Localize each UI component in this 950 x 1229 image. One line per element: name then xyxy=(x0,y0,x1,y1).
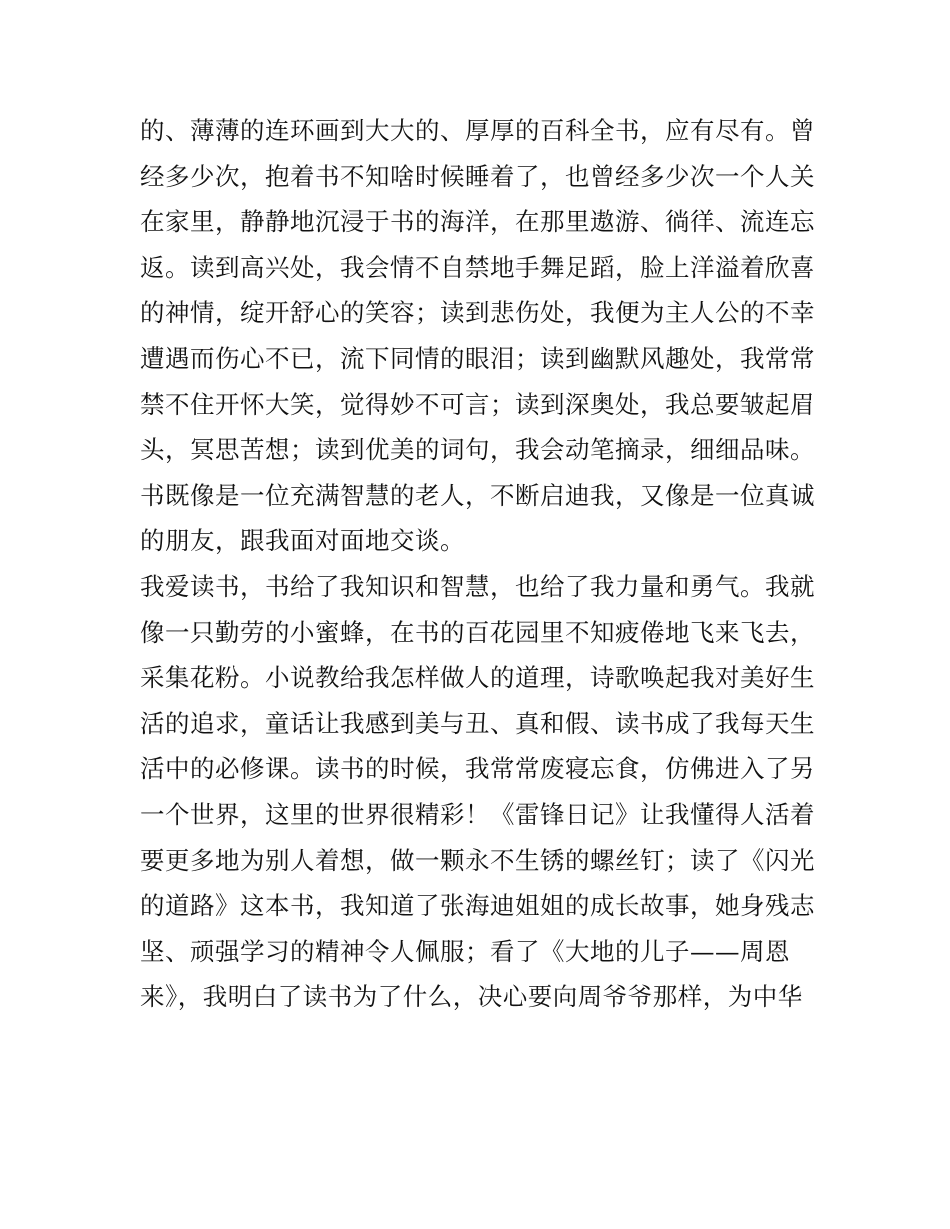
text-line-14: 活的追求，童话让我感到美与丑、真和假、读书成了我每天生 xyxy=(140,708,815,738)
text-line-11: 我爱读书，书给了我知识和智慧，也给了我力量和勇气。我就 xyxy=(140,571,815,601)
text-line-6: 遭遇而伤心不已，流下同情的眼泪；读到幽默风趣处，我常常 xyxy=(140,343,815,373)
text-line-15: 活中的必修课。读书的时候，我常常废寝忘食，仿佛进入了另 xyxy=(140,754,815,784)
text-line-7: 禁不住开怀大笑，觉得妙不可言；读到深奥处，我总要皱起眉 xyxy=(140,389,815,419)
text-line-2: 经多少次，抱着书不知啥时候睡着了，也曾经多少次一个人关 xyxy=(140,161,815,191)
text-line-9: 书既像是一位充满智慧的老人，不断启迪我，又像是一位真诚 xyxy=(140,480,815,510)
text-line-10: 的朋友，跟我面对面地交谈。 xyxy=(140,526,465,556)
text-line-20: 来》，我明白了读书为了什么，决心要向周爷爷那样，为中华 xyxy=(140,982,803,1012)
text-line-12: 像一只勤劳的小蜜蜂，在书的百花园里不知疲倦地飞来飞去， xyxy=(140,617,815,647)
text-line-4: 返。读到高兴处，我会情不自禁地手舞足蹈，脸上洋溢着欣喜 xyxy=(140,252,815,282)
text-line-16: 一个世界，这里的世界很精彩！《雷锋日记》让我懂得人活着 xyxy=(140,799,815,829)
text-line-3: 在家里，静静地沉浸于书的海洋，在那里遨游、徜徉、流连忘 xyxy=(140,207,815,237)
text-line-5: 的神情，绽开舒心的笑容；读到悲伤处，我便为主人公的不幸 xyxy=(140,298,815,328)
text-line-19: 坚、顽强学习的精神令人佩服；看了《大地的儿子——周恩 xyxy=(140,936,790,966)
text-line-18: 的道路》这本书，我知道了张海迪姐姐的成长故事，她身残志 xyxy=(140,891,815,921)
text-line-13: 采集花粉。小说教给我怎样做人的道理，诗歌唤起我对美好生 xyxy=(140,663,815,693)
text-line-8: 头，冥思苦想；读到优美的词句，我会动笔摘录，细细品味。 xyxy=(140,435,815,465)
text-line-1: 的、薄薄的连环画到大大的、厚厚的百科全书，应有尽有。曾 xyxy=(140,116,815,145)
text-line-17: 要更多地为别人着想，做一颗永不生锈的螺丝钉；读了《闪光 xyxy=(140,845,815,875)
body-text xyxy=(140,108,830,1020)
